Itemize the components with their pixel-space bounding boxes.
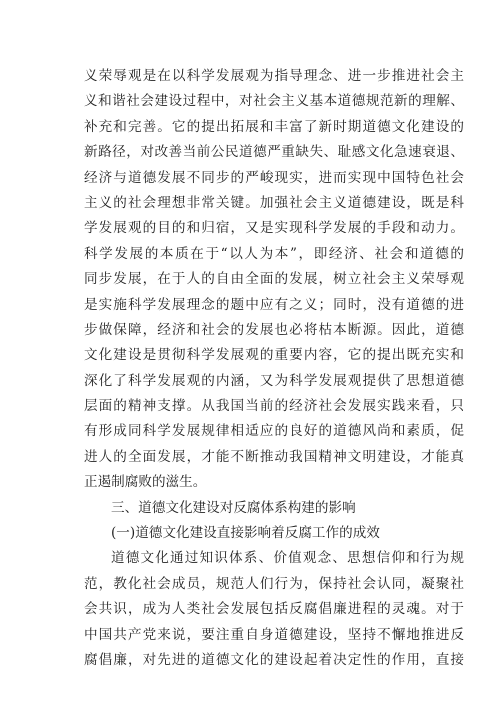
text-line-7: 学发展观的目的和归宿，又是实现科学发展的手段和动力。 (84, 220, 464, 237)
text-line-20: 道德文化通过知识体系、价值观念、思想信仰和行为规 (111, 550, 464, 567)
text-line-16: 进人的全面发展，才能不断推动我国精神文明建设，才能真 (84, 448, 464, 465)
text-line-24: 腐倡廉，对先进的道德文化的建设起着决定性的作用，直接 (84, 651, 464, 668)
text-line-9: 同步发展，在于人的自由全面的发展，树立社会主义荣辱观 (84, 271, 464, 288)
section-heading: 三、道德文化建设对反腐体系构建的影响 (111, 499, 356, 516)
text-line-23: 中国共产党来说，要注重自身道德建设，坚持不懈地推进反 (84, 626, 464, 643)
text-line-8: 科学发展的本质在于“以人为本”，即经济、社会和道德的 (84, 245, 464, 262)
text-line-1: 义荣辱观是在以科学发展观为指导理念、进一步推进社会主 (84, 68, 464, 84)
text-line-6: 主义的社会理想非常关键。加强社会主义道德建设，既是科 (84, 194, 464, 211)
text-line-21: 范，教化社会成员，规范人们行为，保持社会认同，凝聚社 (84, 575, 464, 592)
text-line-3: 补充和完善。它的提出拓展和丰富了新时期道德文化建设的 (84, 118, 464, 135)
text-line-22: 会共识，成为人类社会发展包括反腐倡廉进程的灵魂。对于 (84, 601, 464, 618)
subsection-heading: (一)道德文化建设直接影响着反腐工作的成效 (111, 525, 380, 542)
text-line-11: 步做保障，经济和社会的发展也必将枯本断源。因此，道德 (84, 321, 464, 338)
text-line-14: 层面的精神支撑。从我国当前的经济社会发展实践来看，只 (84, 398, 464, 415)
text-line-15: 有形成同科学发展规律相适应的良好的道德风尚和素质，促 (84, 423, 464, 440)
text-line-5: 经济与道德发展不同步的严峻现实，进而实现中国特色社会 (84, 169, 464, 186)
text-line-13: 深化了科学发展观的内涵，又为科学发展观提供了思想道德 (84, 372, 464, 389)
text-line-17: 正遏制腐败的滋生。 (84, 474, 207, 491)
document-body (84, 64, 464, 673)
text-line-2: 义和谐社会建设过程中，对社会主义基本道德规范新的理解、 (84, 93, 464, 110)
text-line-4: 新路径，对改善当前公民道德严重缺失、耻感文化急速衰退、 (84, 144, 464, 161)
text-line-12: 文化建设是贯彻科学发展观的重要内容，它的提出既充实和 (84, 347, 464, 364)
text-line-10: 是实施科学发展理念的题中应有之义；同时，没有道德的进 (84, 296, 464, 313)
